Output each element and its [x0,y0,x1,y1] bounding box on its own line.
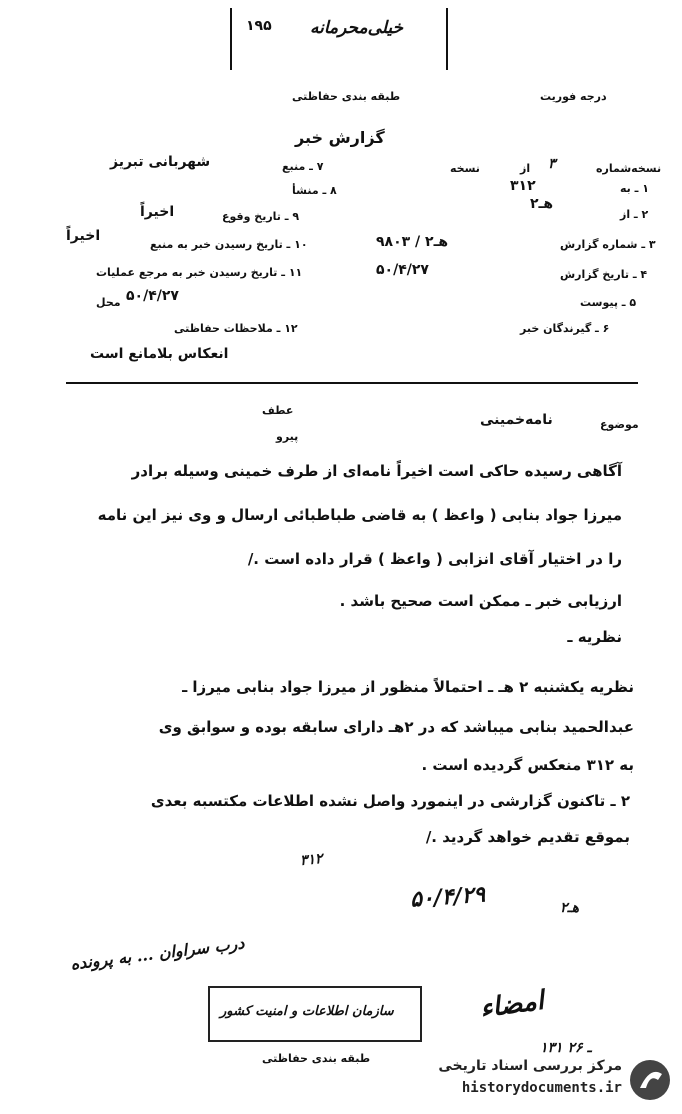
field-report-number-label: ۳ ـ شماره گزارش [560,238,656,251]
field-source-label: ۷ ـ منبع [282,160,324,173]
section-divider [66,382,638,384]
field-from-label: ۲ ـ از [620,208,649,221]
copies-label: نسخه‌شماره [596,162,662,175]
handwritten-signature: امضاء [478,985,546,1025]
body-line-1: آگاهی رسیده حاکی است اخیراً نامه‌ای از طرف خمینی وسیله برادر [131,462,622,480]
field-place-value: ۵۰/۴/۲۷ [126,288,179,304]
copies-label-2: از [520,162,531,175]
footer-security-label: طبقه بندی حفاظتی [262,1052,371,1065]
reference-label: عطف [262,404,294,417]
field-to-label: ۱ ـ به [620,182,649,195]
security-note: انعکاس بلامانع است [90,346,229,362]
body-line-3: را در اختیار آقای انزابی ( واعظ ) قرار داده است ./ [247,550,622,568]
body-line-4: ارزیابی خبر ـ ممکن است صحیح باشد . [339,592,622,610]
handwritten-note-2: ۵۰/۴/۲۹ [409,881,486,913]
body-line-9: ۲ ـ تاکنون گزارشی در اینمورد واصل نشده اطلاعات مکتسبه بعدی [150,792,630,810]
copies-label-3: نسخه [450,162,480,175]
subject-value: نامه‌خمینی [480,412,553,428]
body-line-5: نظریه ـ [567,628,622,646]
body-line-6: نظریه یکشنبه ۲ هـ ـ احتمالاً منظور از میرزا جواد بنابی میرزا ـ [182,678,634,696]
field-news-to-ops-label: ۱۱ ـ تاریخ رسیدن خبر به مرجع عملیات [96,266,303,279]
field-security-notes-label: ۱۲ ـ ملاحظات حفاظتی [174,322,298,335]
field-news-to-source-label: ۱۰ ـ تاریخ رسیدن خبر به منبع [150,238,308,251]
field-report-date-label: ۴ ـ تاریخ گزارش [560,268,648,281]
handwritten-footer-number: ۱۳۱ ـ ۲۶ [540,1040,592,1056]
field-event-date-label: ۹ ـ تاریخ وقوع [222,210,300,223]
field-recipients-label: ۶ ـ گیرندگان خبر [520,322,610,335]
office-stamp-text: سازمان اطلاعات و امنیت کشور [220,1004,394,1019]
watermark [404,1056,672,1106]
body-line-10: بموقع تقدیم خواهد گردید ./ [425,828,630,846]
top-right-number: ۱۹۵ [246,18,272,34]
field-from-value: ۲هـ [530,196,554,212]
page-title: گزارش خبر [295,128,385,147]
header-left-rule [230,8,232,70]
header-right-rule [446,8,448,70]
body-line-8: به ۳۱۲ منعکس گردیده است . [421,756,634,774]
watermark-logo-icon [628,1058,672,1102]
follow-up-label: پیرو [276,430,299,443]
watermark-org-name: مرکز بررسی اسناد تاریخی [438,1058,622,1074]
subject-label: موضوع [600,418,639,431]
field-attachment-label: ۵ ـ پیوست [580,296,637,309]
field-news-to-source-value: اخیراً [66,228,101,244]
handwritten-note-3: ۲هـ [560,900,580,916]
field-to-value: ۳۱۲ [510,178,536,194]
handwritten-note-4: درب سراوان ... به پرونده [69,933,246,974]
field-source-value: شهربانی تبریز [110,154,211,170]
field-report-number-value: ۹۸۰۳ / ۲هـ [376,234,449,250]
security-level-label: طبقه بندی حفاظتی [292,90,401,103]
body-line-7: عبدالحمید بنابی میباشد که در ۲هـ دارای سابقه بوده و سوابق وی [158,718,634,736]
watermark-url: historydocuments.ir [461,1080,622,1096]
field-place-label: محل [96,296,121,309]
classification-stamp: خیلی‌محرمانه [310,18,404,38]
field-report-date-value: ۵۰/۴/۲۷ [376,262,429,278]
field-event-date-value: اخیراً [140,204,175,220]
urgency-label: درجه فوریت [540,90,607,103]
handwritten-note-1: ۳۱۲ [299,850,324,870]
field-origin-label: ۸ ـ منشأ [292,184,337,197]
body-line-2: میرزا جواد بنابی ( واعظ ) به قاضی طباطبائی ارسال و وی نیز این نامه [97,506,622,524]
copies-stamp: ۳ [548,156,556,172]
